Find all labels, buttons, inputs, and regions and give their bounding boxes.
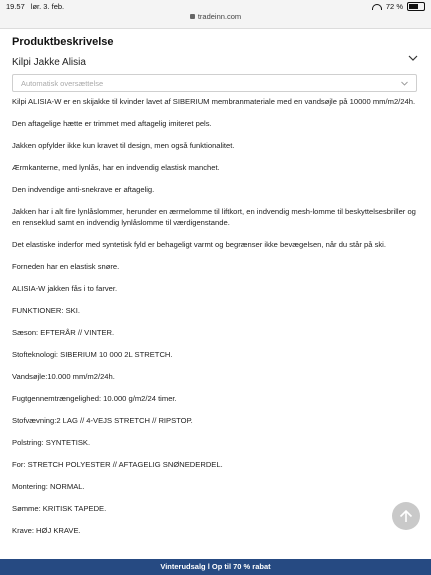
product-name: Kilpi Jakke Alisia — [12, 57, 86, 68]
description-paragraph: Fugtgennemtrængelighed: 10.000 g/m2/24 timer. — [12, 393, 177, 403]
auto-translate-select[interactable] — [12, 74, 417, 92]
description-paragraph: For: STRETCH POLYESTER // AFTAGELIG SNØNEDERDEL. — [12, 459, 223, 469]
description-paragraph: ALISIA-W jakken fås i to farver. — [12, 283, 118, 293]
product-header[interactable] — [12, 52, 420, 68]
dropdown-arrow-icon — [401, 80, 408, 87]
battery-icon — [407, 2, 425, 11]
battery-level — [409, 4, 418, 9]
description-paragraph: Ærmkanterne, med lynlås, har en indvendig elastisk manchet. — [12, 163, 220, 172]
sale-banner[interactable]: Vinterudsalg l Op til 70 % rabat — [0, 559, 431, 575]
wifi-icon — [372, 4, 382, 10]
status-time-date — [6, 2, 70, 11]
description-paragraph: FUNKTIONER: SKI. — [12, 305, 80, 315]
description-paragraph: Forneden har en elastisk snøre. — [12, 261, 120, 271]
description-paragraph: Montering: NORMAL. — [12, 481, 85, 491]
status-time: 19.57 — [6, 2, 25, 11]
description-paragraph: Krave: HØJ KRAVE. — [12, 525, 81, 535]
translate-placeholder: Automatisk oversættelse — [21, 79, 104, 88]
description-paragraph: Polstring: SYNTETISK. — [12, 437, 91, 447]
description-paragraph: Den aftagelige hætte er trimmet med aftagelig imiteret pels. — [12, 119, 212, 128]
description-paragraph: Jakken opfylder ikke kun kravet til design, men også funktionalitet. — [12, 141, 235, 150]
scroll-to-top-button[interactable] — [392, 502, 420, 530]
battery-percent: 72 % — [385, 2, 403, 11]
address-bar[interactable] — [0, 12, 431, 21]
description-paragraph: Sæson: EFTERÅR // VINTER. — [12, 327, 115, 337]
description-paragraph: Jakken har i alt fire lynlåslommer, herunder en ærmelomme til liftkort, en indvendig mesh-lomme til beskyttelsesbriller og en renseklud samt en indvendig lynlåslomme til værdigenstande. — [12, 207, 416, 227]
description-paragraph: Vandsøjle:10.000 mm/m2/24h. — [12, 371, 115, 381]
description-paragraph: Stofteknologi: SIBERIUM 10 000 2L STRETCH. — [12, 349, 173, 359]
arrow-up-icon — [398, 508, 414, 524]
description-paragraph: Kilpi ALISIA-W er en skijakke til kvinder lavet af SIBERIUM membranmateriale med en vandsøjle på 10000 mm/m2/24h. — [12, 97, 416, 106]
lock-icon — [190, 14, 195, 19]
status-date: lør. 3. feb. — [30, 2, 65, 11]
description-paragraph: Sømme: KRITISK TAPEDE. — [12, 503, 107, 513]
chevron-down-icon[interactable] — [408, 53, 418, 63]
description-text — [12, 97, 420, 536]
description-paragraph: Det elastiske inderfor med syntetisk fyld er behageligt varmt og begrænser ikke bevægelsen, når du står på ski. — [12, 239, 386, 249]
product-description-section — [12, 36, 420, 548]
status-bar — [0, 0, 431, 29]
section-title: Produktbeskrivelse — [12, 36, 114, 48]
status-indicators — [372, 2, 425, 11]
description-paragraph: Den indvendige anti-snekrave er aftagelig. — [12, 185, 155, 194]
description-paragraph: Stofvævning:2 LAG // 4-VEJS STRETCH // RIPSTOP. — [12, 415, 193, 425]
url-text: tradeinn.com — [197, 12, 242, 21]
